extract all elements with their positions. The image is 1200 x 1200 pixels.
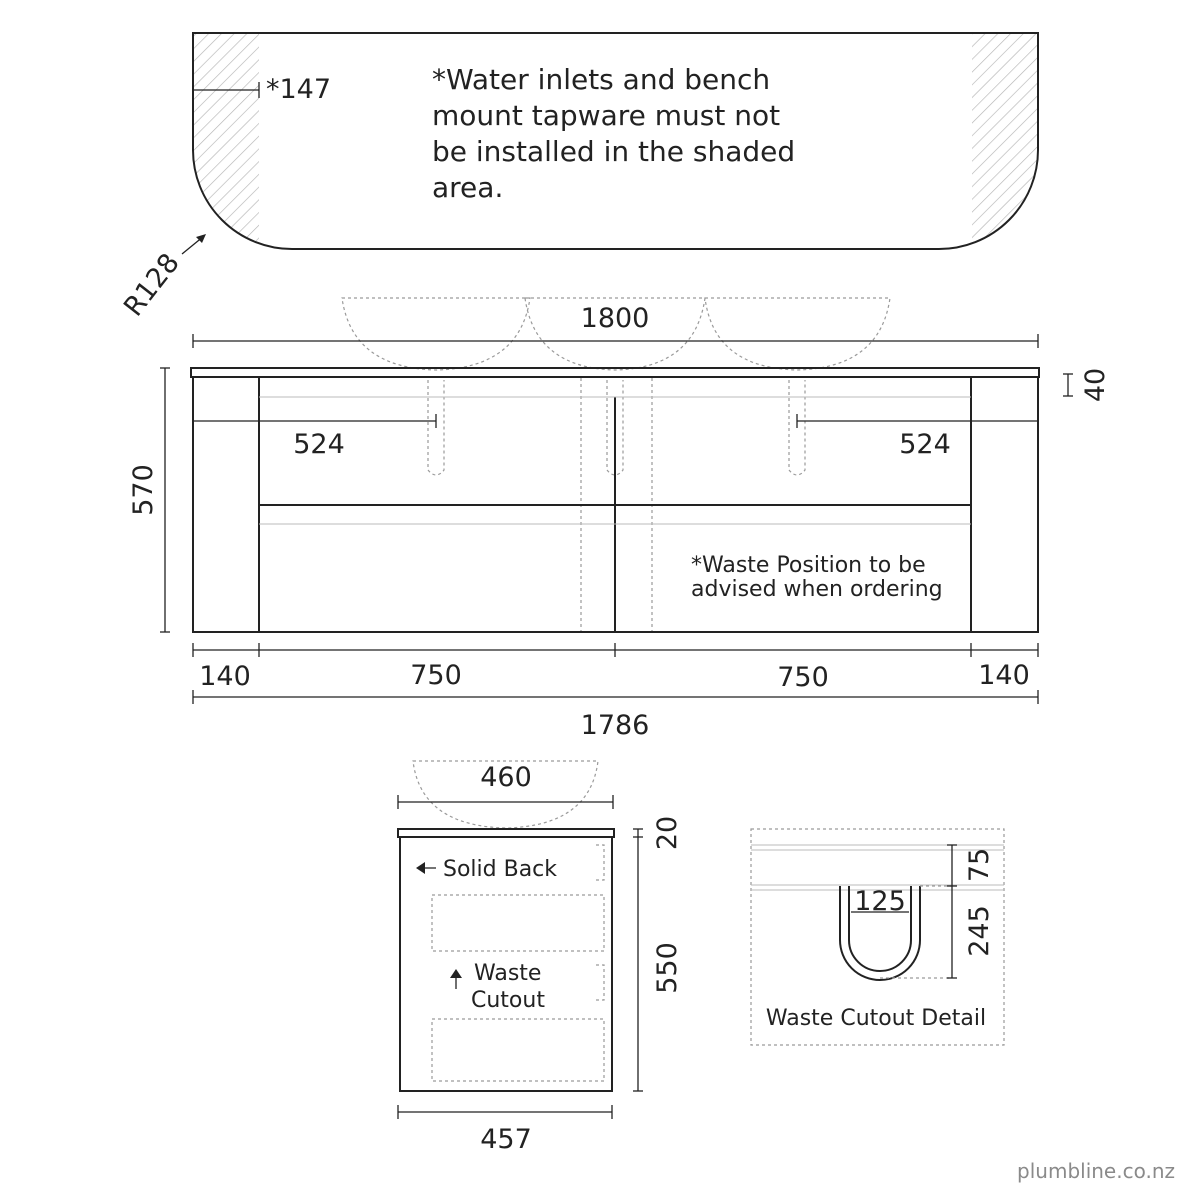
top-thickness-dimension: 40	[1080, 367, 1111, 403]
solid-back-label: Solid Back	[443, 857, 558, 882]
right-inlet-dimension: 524	[899, 429, 951, 460]
tapware-note-line-3: be installed in the shaded	[432, 135, 796, 168]
side-view	[398, 761, 683, 1155]
waste-cutout-label-line-1: Waste	[474, 961, 542, 986]
tapware-note-line-1: *Water inlets and bench	[432, 63, 771, 96]
detail-main-depth-dimension: 245	[964, 905, 995, 957]
waste-cutout-detail	[751, 829, 1004, 1045]
tapware-note-line-2: mount tapware must not	[432, 99, 781, 132]
front-benchtop	[191, 368, 1039, 377]
basin-right	[705, 298, 890, 370]
top-view	[118, 33, 1038, 322]
detail-caption: Waste Cutout Detail	[765, 1006, 987, 1031]
offset-dimension: *147	[266, 74, 332, 105]
segment-mid-left-dimension: 750	[410, 660, 462, 691]
radius-dimension: R128	[118, 247, 186, 323]
front-view	[128, 298, 1111, 741]
side-benchtop	[398, 829, 614, 837]
cabinet-height-dimension: 550	[652, 942, 683, 994]
cutout-width-dimension: 125	[854, 886, 906, 917]
basin-left	[342, 298, 530, 370]
side-top-thickness-dimension: 20	[652, 815, 683, 851]
segment-left-dimension: 140	[199, 661, 251, 692]
waste-cutout-label-line-2: Cutout	[471, 988, 545, 1013]
segment-right-dimension: 140	[978, 660, 1030, 691]
segment-mid-right-dimension: 750	[777, 662, 829, 693]
watermark: plumbline.co.nz	[1017, 1159, 1175, 1183]
waste-note-line-1: *Waste Position to be	[691, 553, 926, 578]
overall-width-dimension: 1786	[580, 710, 650, 741]
basin-depth-dimension: 460	[480, 762, 532, 793]
top-width-dimension: 1800	[580, 303, 650, 334]
cabinet-depth-dimension: 457	[480, 1124, 532, 1155]
tapware-note-line-4: area.	[432, 171, 504, 204]
waste-note-line-2: advised when ordering	[691, 577, 943, 602]
left-inlet-dimension: 524	[293, 429, 345, 460]
height-dimension: 570	[128, 464, 159, 516]
detail-top-depth-dimension: 75	[964, 847, 995, 883]
